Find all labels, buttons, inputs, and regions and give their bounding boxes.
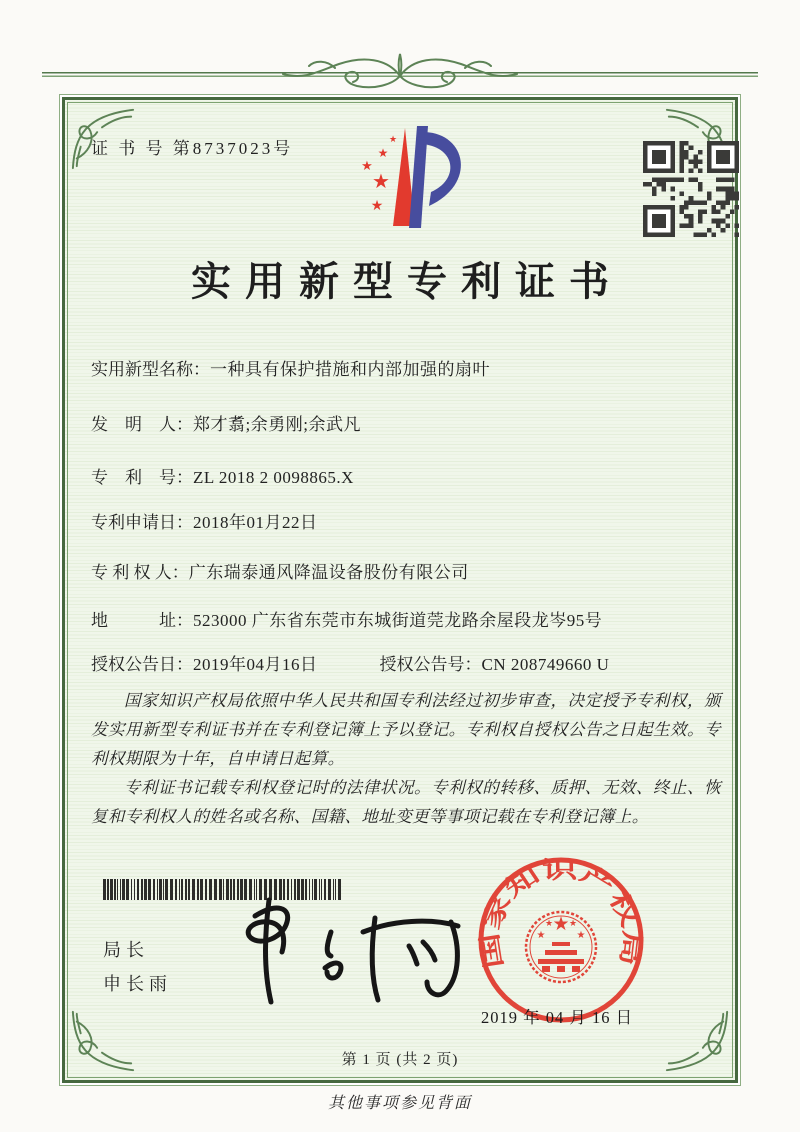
certificate-number: 证 书 号 第8737023号 [91, 139, 294, 158]
field-value: 一种具有保护措施和内部加强的扇叶 [210, 360, 490, 379]
grant-date-value: 2019年04月16日 [193, 655, 318, 674]
signature-handwriting [225, 892, 475, 1010]
grant-date-label: 授权公告日： [91, 655, 193, 674]
field-row [91, 508, 731, 533]
field-label: 专利申请日： [91, 513, 193, 532]
back-note: 其他事项参见背面 [327, 1095, 472, 1112]
field-row [91, 355, 731, 380]
grant-number-label: 授权公告号： [379, 655, 482, 674]
svg-text:★: ★ [361, 159, 373, 174]
field-value: 广东瑞泰通风降温设备股份有限公司 [188, 563, 469, 582]
field-label: 发 明 人： [91, 415, 193, 434]
page-number: 第 1 页 (共 2 页) [341, 1052, 459, 1068]
legal-text [91, 686, 721, 831]
svg-text:★: ★ [576, 930, 586, 941]
field-value: 523000 广东省东莞市东城街道莞龙路余屋段龙岑95号 [193, 611, 603, 630]
field-value: ZL 2018 2 0098865.X [193, 468, 354, 487]
svg-text:★: ★ [388, 135, 398, 145]
top-ornament [275, 46, 525, 100]
field-label: 专 利 号： [91, 468, 193, 487]
national-emblem-icon [526, 912, 596, 982]
field-label: 专 利 权 人： [91, 563, 189, 582]
qr-code-icon [643, 141, 739, 237]
director-name: 申长雨 [103, 974, 172, 994]
seal-date: 2019 年 04 月 16 日 [481, 1008, 634, 1027]
svg-text:★: ★ [544, 919, 554, 929]
legal-paragraph: 国家知识产权局依照中华人民共和国专利法经过初步审查，决定授予专利权，颁发实用新型专利证书并在专利登记簿上予以登记。专利权自授权公告之日起生效。专利权期限为十年，自申请日起算。 [91, 691, 721, 768]
field-row [91, 558, 731, 583]
seal-ring-text: 国家知识产权局 [478, 857, 645, 970]
field-value: 郑才翥;余勇刚;余武凡 [193, 415, 361, 434]
svg-text:★: ★ [372, 169, 390, 193]
svg-text:★: ★ [370, 198, 384, 214]
grant-row [91, 650, 731, 675]
cnipa-logo-icon [341, 122, 479, 234]
certificate-title: 实用新型专利证书 [191, 259, 623, 304]
field-row [91, 463, 731, 488]
legal-paragraph: 专利证书记载专利权登记时的法律状况。专利权的转移、质押、无效、终止、恢复和专利权人的姓名或名称、国籍、地址变更等事项记载在专利登记簿上。 [91, 778, 721, 826]
field-row [91, 606, 731, 631]
field-value: 2018年01月22日 [193, 513, 318, 532]
svg-text:★: ★ [552, 913, 570, 935]
grant-number-value: CN 208749660 U [481, 655, 610, 674]
certificate-frame [62, 97, 738, 1083]
field-label: 实用新型名称： [91, 360, 210, 379]
official-seal [475, 854, 647, 1026]
field-row [91, 410, 731, 435]
svg-text:★: ★ [536, 930, 546, 941]
director-title: 局长 [103, 940, 149, 960]
svg-text:★: ★ [377, 146, 389, 160]
field-label: 地 址： [91, 611, 193, 630]
svg-text:★: ★ [568, 919, 578, 929]
